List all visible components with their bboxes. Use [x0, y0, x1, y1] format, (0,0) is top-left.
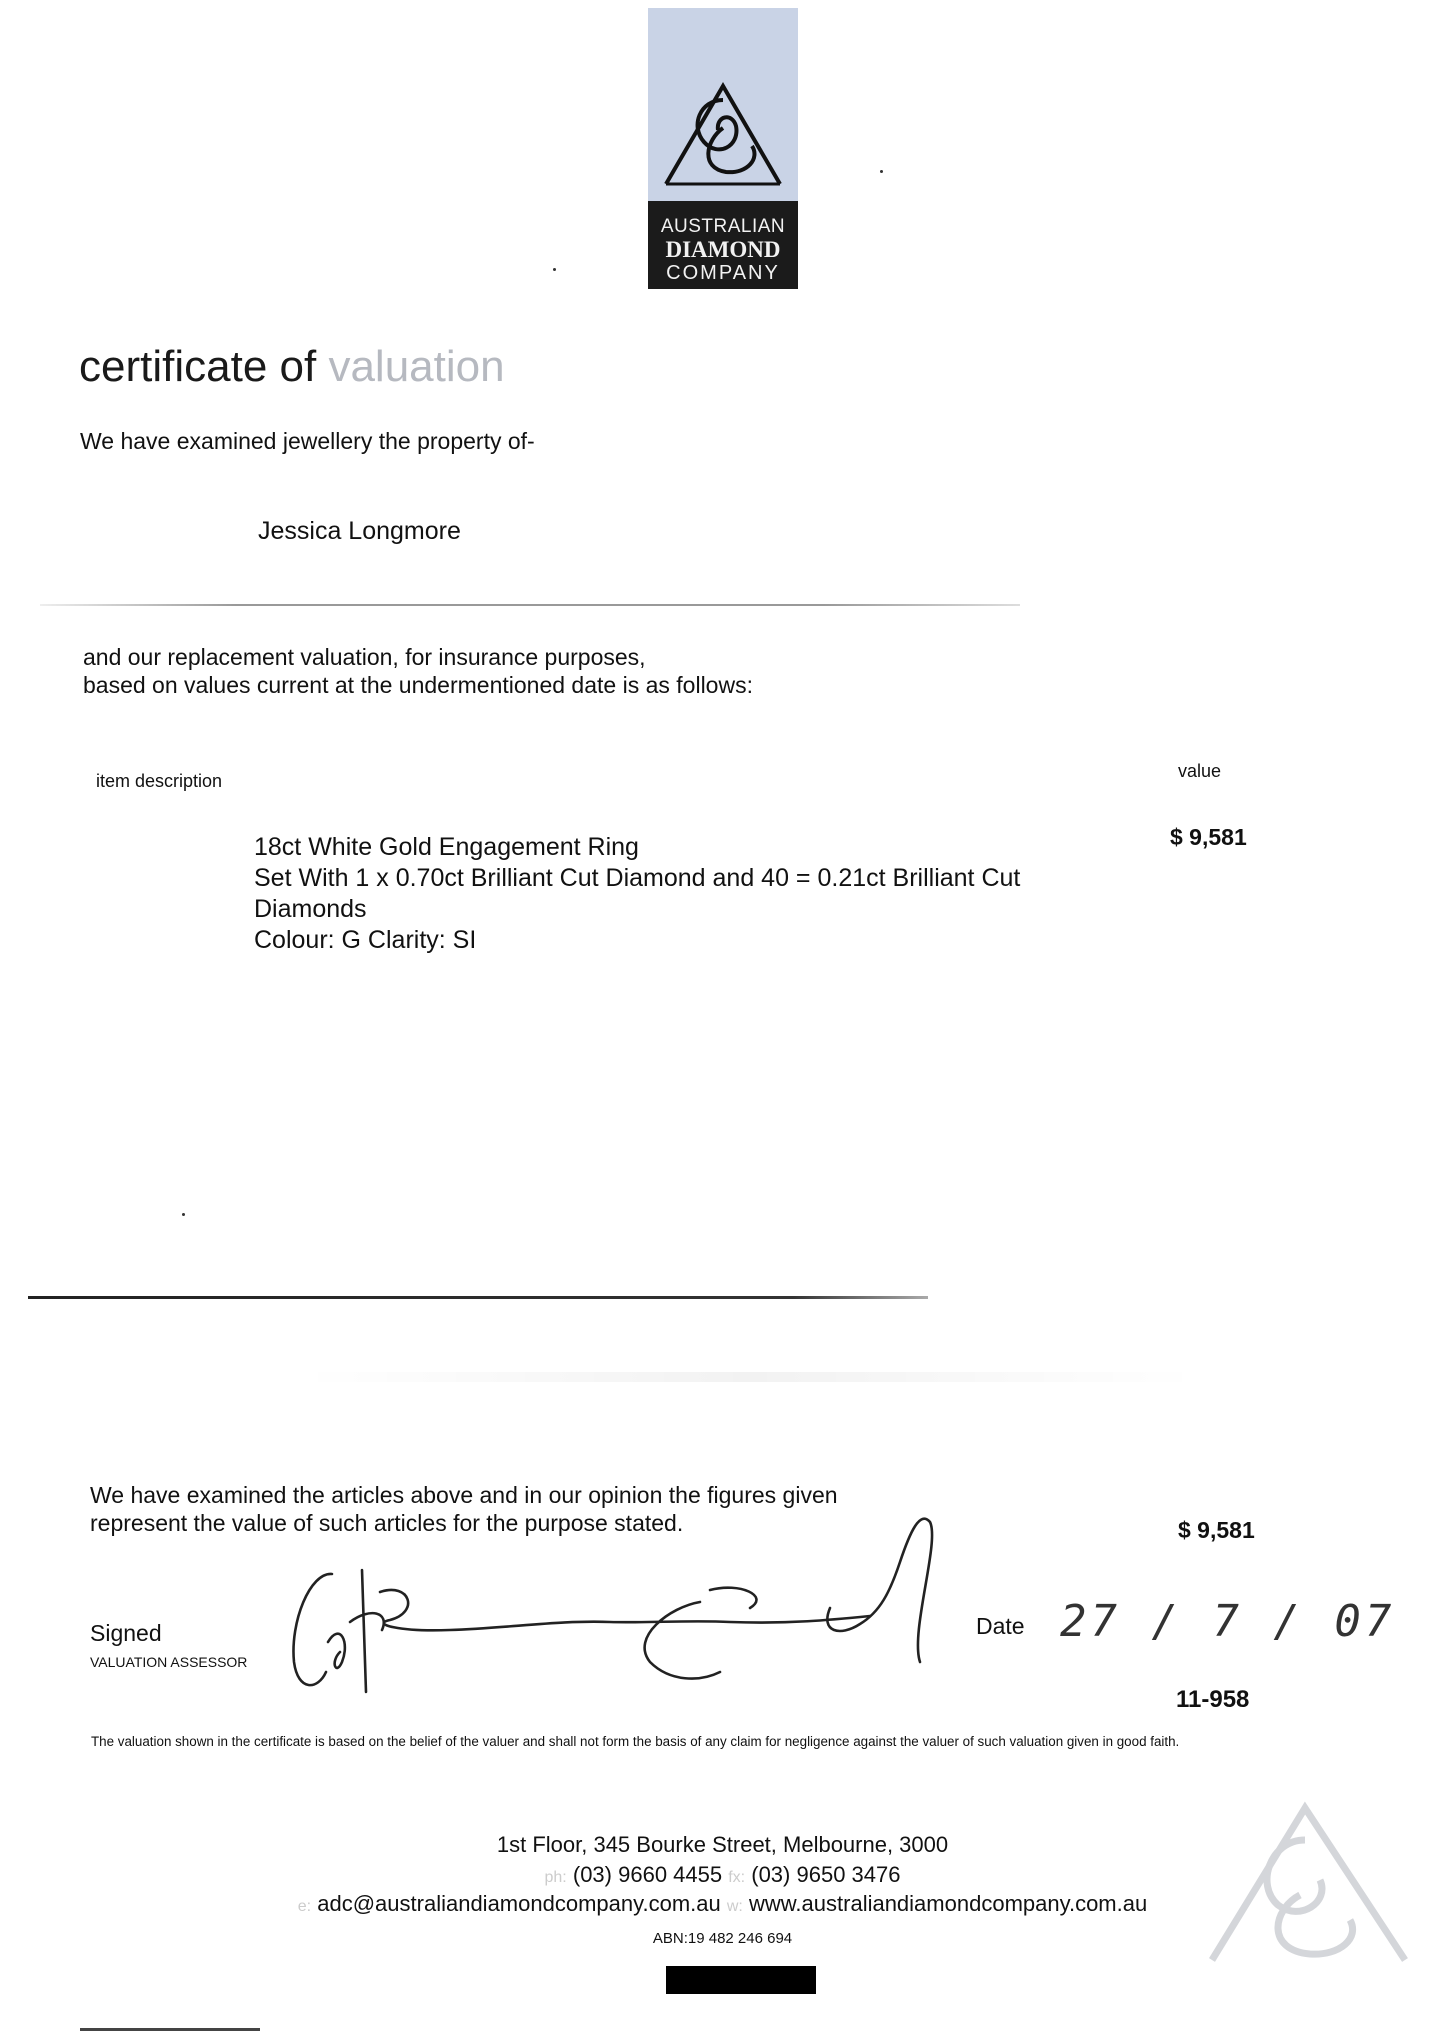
scan-speck: [880, 170, 883, 173]
item-value: $ 9,581: [1170, 824, 1247, 850]
email-address[interactable]: adc@australiandiamondcompany.com.au: [317, 1891, 721, 1916]
website-link[interactable]: www.australiandiamondcompany.com.au: [748, 1891, 1148, 1916]
scan-shadow: [300, 1372, 1200, 1382]
logo-wordmark: [648, 201, 798, 289]
item-line-4: Colour: G Clarity: SI: [254, 926, 477, 954]
phone-number: (03) 9660 4455: [572, 1862, 723, 1887]
bottom-edge-mark: [80, 2028, 260, 2031]
logo-emblem-panel: [648, 8, 798, 201]
title-accent: valuation: [328, 342, 505, 391]
fax-number: (03) 9650 3476: [751, 1862, 901, 1887]
item-line-2: Set With 1 x 0.70ct Brilliant Cut Diamond and 40 = 0.21ct Brilliant Cut: [254, 864, 1021, 892]
signed-label: Signed: [90, 1620, 162, 1646]
date-label: Date: [976, 1613, 1025, 1639]
logo-line-1: AUSTRALIAN: [660, 216, 786, 237]
reference-number: 11-958: [1176, 1686, 1250, 1713]
declaration-line-2: represent the value of such articles for the purpose stated.: [90, 1510, 684, 1536]
redaction-bar: [666, 1966, 816, 1994]
total-value: $ 9,581: [1178, 1517, 1255, 1543]
handwritten-date: 27 / 7 / 07: [1060, 1596, 1396, 1647]
declaration-line-1: We have examined the articles above and in our opinion the figures given: [90, 1482, 838, 1508]
logo-line-2: DIAMOND: [665, 237, 781, 262]
address-text: 1st Floor, 345 Bourke Street, Melbourne, 3000: [496, 1832, 949, 1857]
company-logo: [648, 8, 798, 289]
handwritten-signature: [270, 1512, 950, 1712]
examined-statement: We have examined jewellery the property of-: [80, 428, 535, 454]
column-header-description: item description: [96, 771, 223, 791]
title-main: certificate of: [79, 342, 317, 391]
logo-line-3: COMPANY: [666, 262, 780, 284]
item-description: [254, 832, 1020, 956]
diamond-emblem-icon: [648, 8, 798, 201]
item-line-1: 18ct White Gold Engagement Ring: [254, 833, 639, 861]
phone-label: ph:: [544, 1869, 567, 1886]
watermark-emblem-icon: [1200, 1790, 1420, 1970]
divider-top: [40, 604, 1020, 606]
owner-name: Jessica Longmore: [258, 517, 461, 545]
fax-label: fx:: [728, 1869, 746, 1886]
valuation-statement-line-2: based on values current at the undermentioned date is as follows:: [83, 672, 753, 698]
page-title: [79, 342, 505, 392]
email-label: e:: [297, 1898, 312, 1915]
valuation-statement-line-1: and our replacement valuation, for insurance purposes,: [83, 644, 646, 670]
divider-bottom: [28, 1296, 928, 1299]
column-header-value: value: [1178, 761, 1222, 781]
web-label: w:: [726, 1898, 743, 1915]
disclaimer: The valuation shown in the certificate is based on the belief of the valuer and shall not form the basis of any claim for negligence against the valuer of such valuation given in good faith.: [91, 1734, 1180, 1749]
scan-speck: [553, 268, 556, 271]
assessor-label: VALUATION ASSESSOR: [90, 1654, 248, 1670]
abn-number: ABN:19 482 246 694: [652, 1930, 793, 1947]
scan-speck: [182, 1213, 185, 1216]
item-line-3: Diamonds: [254, 895, 367, 923]
